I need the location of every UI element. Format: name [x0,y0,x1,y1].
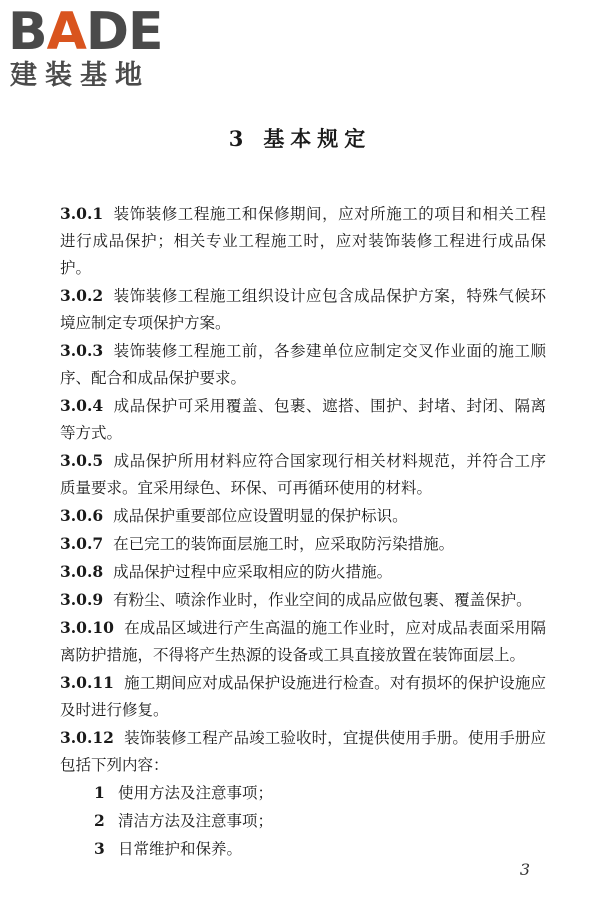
clause [60,337,546,392]
list-item-number: 1 [94,783,105,802]
clause-text: 装饰装修工程施工和保修期间，应对所施工的项目和相关工程进行成品保护；相关专业工程施工时，应对装饰装修工程进行成品保护。 [60,205,546,277]
clause-text: 有粉尘、喷涂作业时，作业空间的成品应做包裹、覆盖保护。 [113,591,532,609]
clause-text: 成品保护可采用覆盖、包裹、遮搭、围护、封堵、封闭、隔离等方式。 [60,397,546,442]
list-item [60,835,546,863]
clause-number: 3.0.3 [60,341,104,360]
clause-number: 3.0.12 [60,728,114,747]
clause [60,669,546,724]
page-number: 3 [519,860,530,879]
clause [60,724,546,779]
clause [60,282,546,337]
clause-text: 在成品区域进行产生高温的施工作业时，应对成品表面采用隔离防护措施，不得将产生热源的设备或工具直接放置在装饰面层上。 [60,619,546,664]
clause-number: 3.0.2 [60,286,104,305]
logo-letters: DE [85,2,163,62]
logo-letter: B [8,2,47,62]
clause-text: 在已完工的装饰面层施工时，应采取防污染措施。 [113,535,455,553]
list-item-number: 3 [94,839,105,858]
chapter-title-text: 基本规定 [263,126,372,151]
clause [60,558,546,586]
clause-number: 3.0.1 [60,204,104,223]
clause-text: 装饰装修工程产品竣工验收时，宜提供使用手册。使用手册应包括下列内容： [60,729,546,774]
clause [60,200,546,282]
clause [60,586,546,614]
clause-text: 装饰装修工程施工前，各参建单位应制定交叉作业面的施工顺序、配合和成品保护要求。 [60,342,546,387]
chapter-title [0,124,600,154]
bade-logo [8,4,176,96]
list-item-text: 日常维护和保养。 [118,840,243,858]
clause [60,447,546,502]
list-item-text: 使用方法及注意事项； [118,784,274,802]
clause [60,614,546,669]
clause-text: 成品保护所用材料应符合国家现行相关材料规范，并符合工序质量要求。宜采用绿色、环保、可再循环使用的材料。 [60,452,546,497]
clause [60,530,546,558]
list-item [60,779,546,807]
clause-number: 3.0.10 [60,618,114,637]
list-item [60,807,546,835]
clause-number: 3.0.9 [60,590,104,609]
logo-wordmark [8,4,163,60]
logo-accent-letter: A [46,2,86,62]
chapter-number: 3 [228,126,250,151]
clause-text: 装饰装修工程施工组织设计应包含成品保护方案，特殊气候环境应制定专项保护方案。 [60,287,546,332]
clause-number: 3.0.6 [60,506,104,525]
clause-number: 3.0.11 [60,673,114,692]
clause-number: 3.0.5 [60,451,104,470]
document-body [60,200,546,863]
clause-text: 施工期间应对成品保护设施进行检查。对有损坏的保护设施应及时进行修复。 [60,674,546,719]
clause-text: 成品保护过程中应采取相应的防火措施。 [113,563,393,581]
list-item-text: 清洁方法及注意事项； [118,812,274,830]
logo-subtitle: 建装基地 [10,60,150,91]
clause-text: 成品保护重要部位应设置明显的保护标识。 [113,507,408,525]
clause [60,392,546,447]
clause-number: 3.0.4 [60,396,104,415]
list-item-number: 2 [94,811,105,830]
clause-number: 3.0.8 [60,562,104,581]
clause [60,502,546,530]
clause-number: 3.0.7 [60,534,104,553]
